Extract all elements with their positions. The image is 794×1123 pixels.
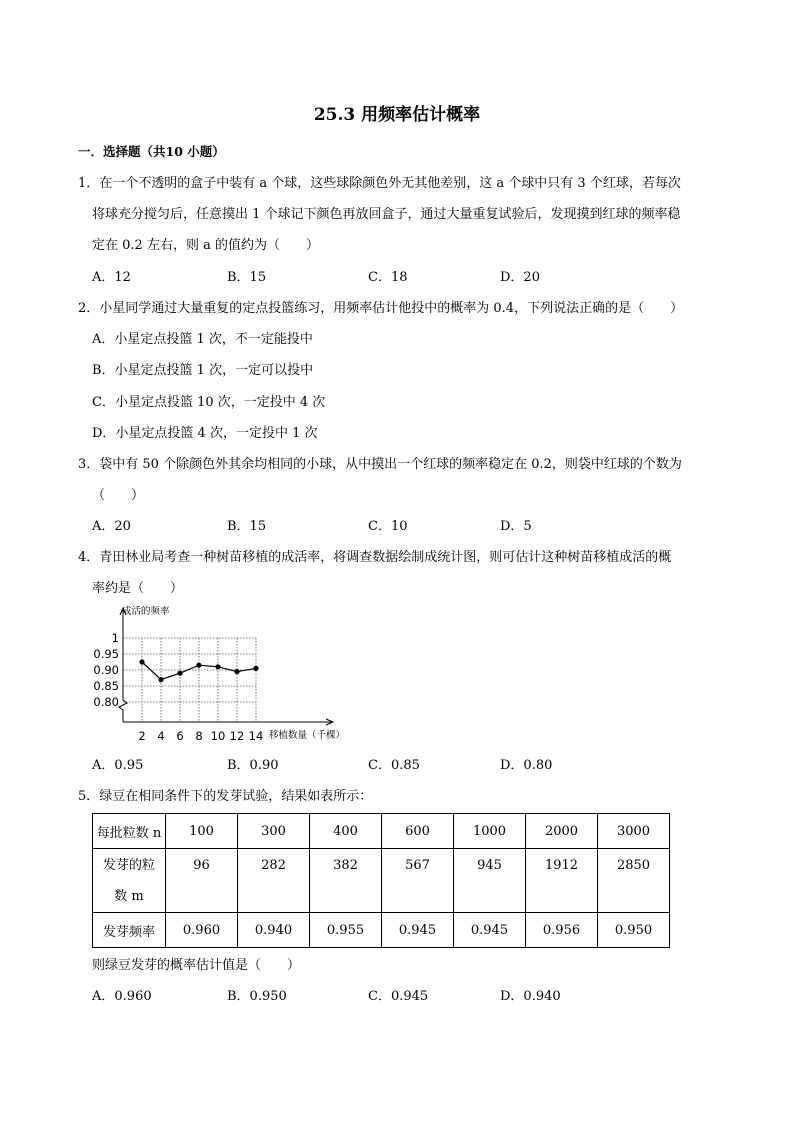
x-tick-label: 12: [229, 729, 245, 743]
q1-option-d[interactable]: D．20: [500, 270, 540, 285]
q4-stem-line-2: 率约是（ ）: [92, 581, 184, 596]
table-cell: 0.945: [454, 913, 526, 948]
table-cell: 0.940: [238, 913, 310, 948]
table-row: [93, 814, 670, 849]
table-cell: [93, 849, 166, 913]
q2-option-a[interactable]: A．小星定点投篮 1 次，不一定能投中: [92, 332, 313, 347]
section-heading: 一．选择题（共10 小题）: [78, 144, 225, 159]
chart-axes: [119, 608, 333, 725]
q5-stem-line-2: 则绿豆发芽的概率估计值是（ ）: [92, 958, 301, 973]
x-tick-labels: [138, 729, 263, 743]
table-row: [93, 849, 670, 913]
table-row: [93, 913, 670, 948]
q4-option-c[interactable]: C．0.85: [368, 758, 420, 773]
series-line: [139, 659, 258, 682]
table-cell: 0.960: [166, 913, 238, 948]
q4-option-b[interactable]: B．0.90: [227, 758, 279, 773]
q4-option-a[interactable]: A．0.95: [92, 758, 144, 773]
data-point: [253, 666, 258, 671]
table-cell: 0.956: [526, 913, 598, 948]
y-tick-label: 0.90: [93, 663, 119, 677]
table-cell: 282: [238, 849, 310, 913]
table-cell: 100: [166, 814, 238, 849]
data-point: [177, 671, 182, 676]
q5-option-b[interactable]: B．0.950: [227, 989, 287, 1004]
q1-stem-line-3: 定在 0.2 左右，则 a 的值约为（ ）: [92, 238, 319, 253]
table-cell: 发芽频率: [93, 913, 166, 948]
y-axis: [119, 610, 127, 722]
q5-option-c[interactable]: C．0.945: [368, 989, 429, 1004]
y-tick-label: 0.95: [93, 647, 119, 661]
x-tick-label: 14: [248, 729, 264, 743]
q2-option-b[interactable]: B．小星定点投篮 1 次，一定可以投中: [92, 363, 314, 378]
y-axis-label: 成活的频率: [122, 606, 170, 617]
q2-option-d[interactable]: D．小星定点投篮 4 次，一定投中 1 次: [92, 426, 318, 441]
table-cell: 2850: [598, 849, 670, 913]
page-title: 25.3 用频率估计概率: [313, 105, 481, 125]
q3-option-c[interactable]: C．10: [368, 519, 408, 534]
table-cell: 0.955: [310, 913, 382, 948]
table-cell: 300: [238, 814, 310, 849]
x-tick-label: 6: [176, 729, 184, 743]
row-label-line-2: 数 m: [114, 888, 144, 904]
q3-option-d[interactable]: D．5: [500, 519, 532, 534]
germination-table: [92, 813, 670, 948]
q1-option-a[interactable]: A．12: [92, 270, 131, 285]
table-cell: 1000: [454, 814, 526, 849]
q3-stem-line-1: 3．袋中有 50 个除颜色外其余均相同的小球，从中摸出一个红球的频率稳定在 0.2，则袋中红球的个数为: [78, 457, 682, 472]
y-tick-labels: [93, 631, 119, 709]
q4-option-d[interactable]: D．0.80: [500, 758, 553, 773]
chart-grid: [123, 638, 256, 722]
q1-option-c[interactable]: C．18: [368, 270, 408, 285]
data-point: [196, 663, 201, 668]
q1-option-b[interactable]: B．15: [227, 270, 267, 285]
x-tick-label: 10: [210, 729, 226, 743]
data-point: [158, 677, 163, 682]
table-cell: 0.950: [598, 913, 670, 948]
y-tick-label: 0.80: [93, 695, 119, 709]
table-cell: 2000: [526, 814, 598, 849]
table-cell: 1912: [526, 849, 598, 913]
row-label-line-1: 发芽的粒: [102, 857, 155, 873]
q5-option-d[interactable]: D．0.940: [500, 989, 561, 1004]
x-axis-label: 移植数量（千棵）: [269, 730, 346, 741]
table-cell: 0.945: [382, 913, 454, 948]
x-tick-label: 4: [157, 729, 165, 743]
data-point: [139, 659, 144, 664]
survival-rate-chart: [88, 600, 368, 750]
x-tick-label: 2: [138, 729, 146, 743]
q1-stem-line-1: 1．在一个不透明的盒子中装有 a 个球，这些球除颜色外无其他差别，这 a 个球中只有 3 个红球，若每次: [78, 176, 681, 191]
q1-stem-line-2: 将球充分搅匀后，任意摸出 1 个球记下颜色再放回盒子，通过大量重复试验后，发现摸到红球的频率稳: [92, 207, 681, 222]
q3-option-a[interactable]: A．20: [92, 519, 131, 534]
q4-stem-line-1: 4．青田林业局考查一种树苗移植的成活率，将调查数据绘制成统计图，则可估计这种树苗移植成活的概: [78, 550, 672, 565]
q5-stem-line-1: 5．绿豆在相同条件下的发芽试验，结果如表所示：: [78, 789, 373, 804]
table-cell: 96: [166, 849, 238, 913]
q5-option-a[interactable]: A．0.960: [92, 989, 152, 1004]
y-tick-label: 0.85: [93, 679, 119, 693]
table-cell: 945: [454, 849, 526, 913]
table-cell: 3000: [598, 814, 670, 849]
table-cell: 400: [310, 814, 382, 849]
q2-stem-line-1: 2．小星同学通过大量重复的定点投篮练习，用频率估计他投中的概率为 0.4，下列说法正确的是（ ）: [78, 301, 684, 316]
table-cell: 567: [382, 849, 454, 913]
x-tick-label: 8: [195, 729, 203, 743]
q3-option-b[interactable]: B．15: [227, 519, 267, 534]
table-cell: 600: [382, 814, 454, 849]
data-point: [215, 664, 220, 669]
q2-option-c[interactable]: C．小星定点投篮 10 次，一定投中 4 次: [92, 395, 326, 410]
data-point: [234, 669, 239, 674]
y-tick-label: 1: [111, 631, 119, 645]
q3-stem-line-2: （ ）: [92, 488, 145, 503]
table-cell: 382: [310, 849, 382, 913]
table-cell: 每批粒数 n: [93, 814, 166, 849]
